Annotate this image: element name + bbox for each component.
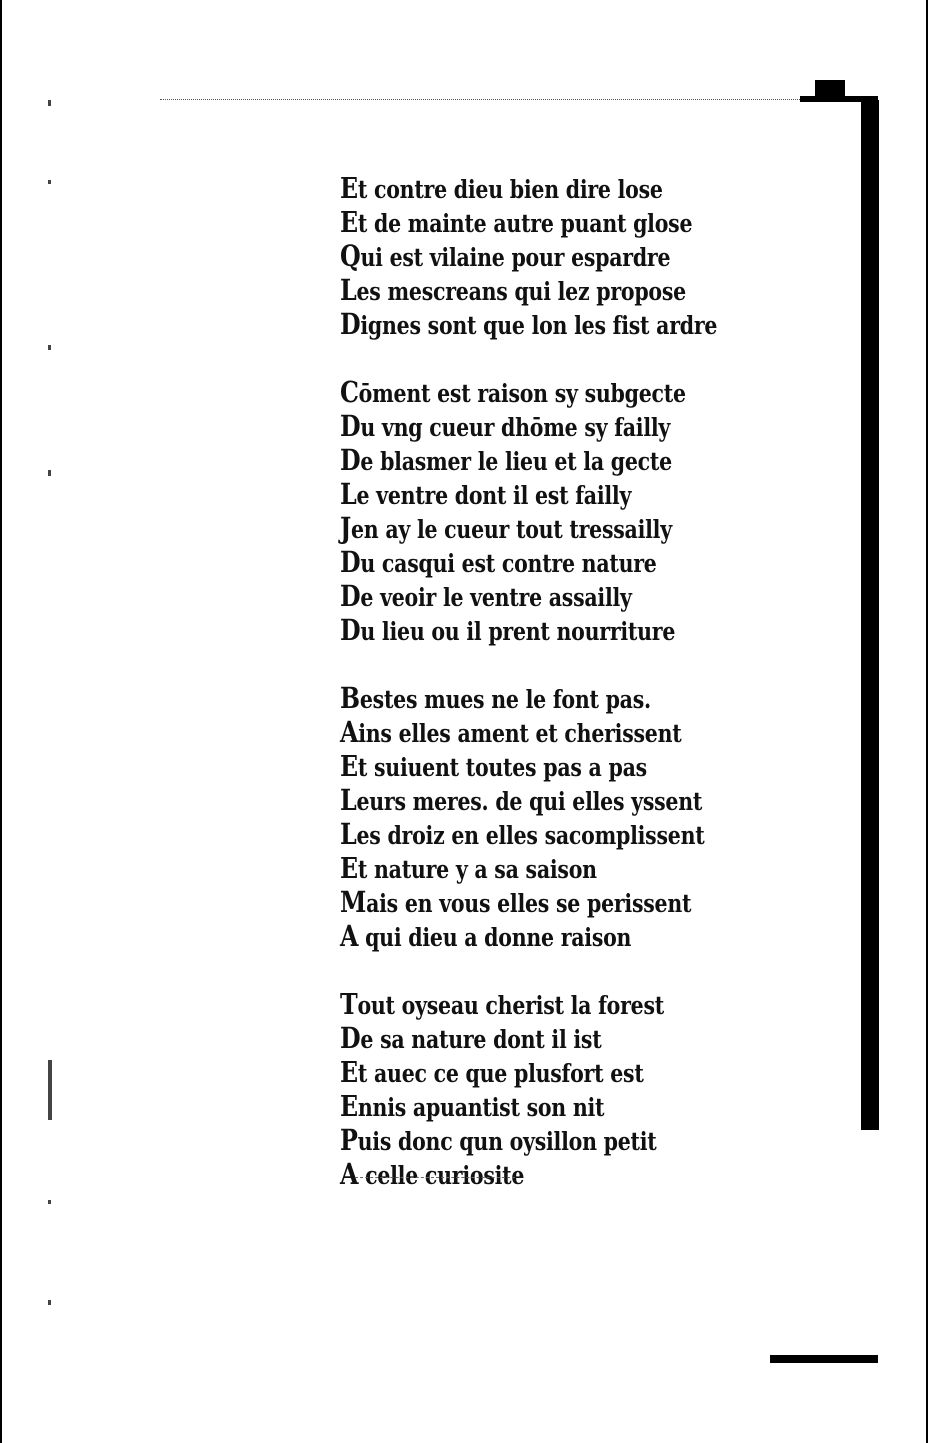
- verse-line: Et auec ce que plusfort est: [340, 1055, 644, 1089]
- verse-line: Dignes sont que lon les fist ardre: [340, 307, 718, 341]
- verse-line: Et suiuent toutes pas a pas: [340, 749, 647, 783]
- verse-line: Tout oyseau cherist la forest: [340, 987, 664, 1021]
- stanza: [340, 682, 780, 954]
- verse-line: Mais en vous elles se perissent: [340, 885, 692, 919]
- verse-line: Jen ay le cueur tout tressailly: [340, 511, 672, 545]
- margin-speck: [48, 180, 51, 184]
- verse-line: Qui est vilaine pour espardre: [340, 239, 671, 273]
- verse-line: Du vng cueur dhōme sy failly: [340, 409, 671, 443]
- scan-edge-bottom: [770, 1355, 878, 1363]
- page-border-left: [0, 0, 2, 1443]
- verse-line: De sa nature dont il ist: [340, 1021, 602, 1055]
- verse-line: De veoir le ventre assailly: [340, 579, 632, 613]
- stanza: [340, 376, 780, 648]
- verse-line: Les mescreans qui lez propose: [340, 273, 686, 307]
- verse-line: Leurs meres. de qui elles yssent: [340, 783, 703, 817]
- verse-line: Les droiz en elles sacomplissent: [340, 817, 705, 851]
- margin-speck: [48, 345, 51, 350]
- verse-line: Du lieu ou il prent nourriture: [340, 613, 676, 647]
- verse-line: Cōment est raison sy subgecte: [340, 375, 686, 409]
- verse-line: Bestes mues ne le font pas.: [340, 681, 651, 715]
- verse-line: Du casqui est contre nature: [340, 545, 657, 579]
- margin-speck: [48, 100, 51, 106]
- verse-line: A celle curiosite: [340, 1157, 525, 1191]
- bottom-underline-mark: [355, 1177, 515, 1178]
- verse-line: Et nature y a sa saison: [340, 851, 597, 885]
- stanza: [340, 172, 780, 342]
- verse-line: Ennis apuantist son nit: [340, 1089, 605, 1123]
- stanza: [340, 988, 780, 1192]
- scan-edge-right: [861, 100, 879, 1130]
- verse-line: A qui dieu a donne raison: [340, 919, 632, 953]
- margin-speck: [48, 1300, 51, 1305]
- verse-line: Ains elles ament et cherissent: [340, 715, 682, 749]
- margin-speck: [48, 1060, 52, 1120]
- poem-text: [340, 172, 780, 1226]
- top-rule: [160, 99, 800, 100]
- verse-line: Le ventre dont il est failly: [340, 477, 632, 511]
- verse-line: Et contre dieu bien dire lose: [340, 171, 663, 205]
- verse-line: Puis donc qun oysillon petit: [340, 1123, 657, 1157]
- verse-line: Et de mainte autre puant glose: [340, 205, 693, 239]
- margin-speck: [48, 1200, 51, 1204]
- margin-speck: [48, 470, 51, 476]
- verse-line: De blasmer le lieu et la gecte: [340, 443, 672, 477]
